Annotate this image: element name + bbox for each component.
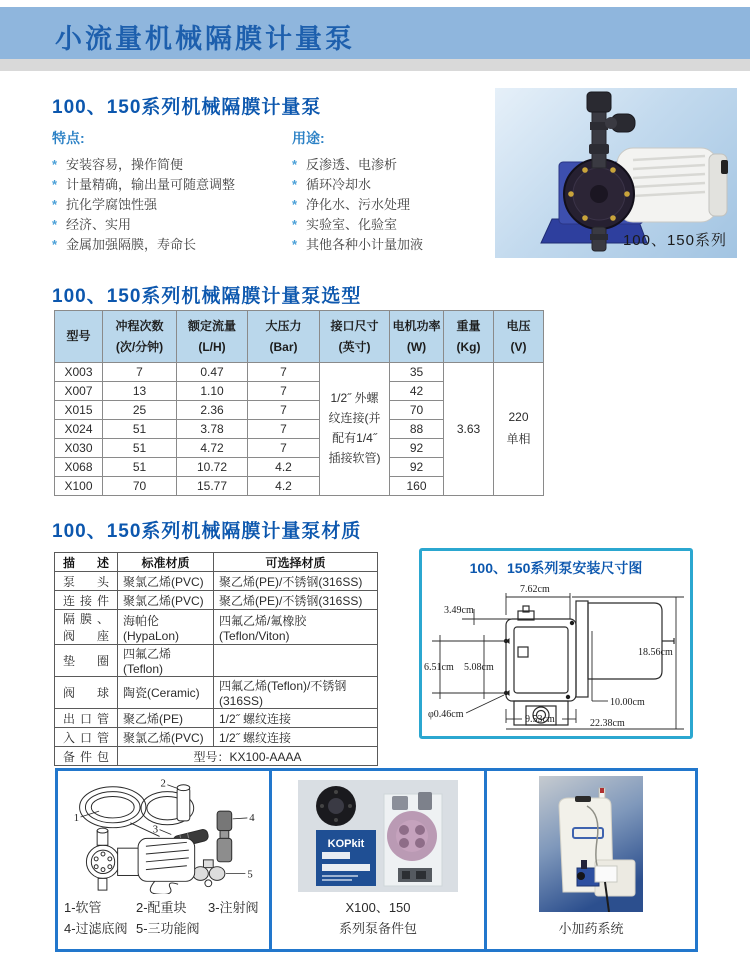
part-number-1: 1 — [73, 811, 80, 824]
dosing-system-photo-icon — [539, 776, 643, 912]
legend-item: 5-三功能阀 — [136, 921, 200, 936]
feature-text: 抗化学腐蚀性强 — [66, 197, 158, 212]
weight-cell: 3.63 — [444, 363, 494, 496]
table-row: 连接件 聚氯乙烯(PVC) 聚乙烯(PE)/不锈钢(316SS) — [55, 591, 378, 610]
col-pressure: 大压力 (Bar) — [248, 311, 320, 363]
spare-kit-model: 型号：KX100-AAAA — [118, 747, 378, 766]
uses-list — [292, 128, 492, 255]
dimensions-panel — [419, 548, 693, 739]
dim-top-offset: 3.49cm — [444, 605, 474, 616]
spare-kit-caption-line2: 系列泵备件包 — [338, 921, 417, 936]
pump-photo-caption: 100、150系列 — [622, 232, 727, 249]
use-text: 其他各种小计量加液 — [306, 237, 424, 252]
dim-overall-height: 18.56cm — [638, 647, 673, 658]
accessories-drawing-icon — [62, 776, 262, 894]
feature-item — [52, 235, 287, 255]
dim-hole-dia: φ0.46cm — [428, 709, 464, 720]
kit-box-label: KOPkit — [327, 838, 365, 850]
table-row: 垫圈 四氟乙烯(Teflon) — [55, 645, 378, 677]
use-item — [292, 175, 492, 195]
features-label: 特点: — [52, 130, 85, 146]
use-text: 实验室、化验室 — [306, 217, 398, 232]
use-text: 净化水、污水处理 — [306, 197, 411, 212]
bullet-icon: * — [52, 157, 58, 172]
legend-row — [64, 918, 208, 937]
spare-kit-panel — [269, 771, 484, 949]
voltage-cell: 220 单相 — [494, 363, 544, 496]
table-row: 入口管 聚氯乙烯(PVC) 1/2˝ 螺纹连接 — [55, 728, 378, 747]
dosing-caption: 小加药系统 — [558, 921, 624, 936]
model-cell: X003 — [55, 363, 103, 382]
legend-item: 2-配重块 — [136, 900, 187, 915]
part-number-5: 5 — [247, 868, 253, 881]
feature-text: 金属加强隔膜，寿命长 — [66, 237, 197, 252]
table-row — [55, 363, 544, 382]
selection-header-row — [55, 311, 544, 363]
bullet-icon: * — [292, 217, 298, 232]
model-cell: X100 — [55, 477, 103, 496]
col-interface: 接口尺寸 (英寸) — [320, 311, 390, 363]
dim-motor-height: 10.00cm — [610, 697, 645, 708]
section-title-materials: 100、150系列机械隔膜计量泵材质 — [52, 521, 362, 542]
dim-left-span: 6.51cm — [424, 662, 454, 673]
banner-divider — [0, 59, 750, 71]
table-row: X007 13 1.10 7 42 — [55, 382, 544, 401]
uses-label: 用途: — [292, 130, 325, 146]
gallery — [55, 768, 698, 952]
col-power: 电机功率 (W) — [390, 311, 444, 363]
dosing-system-panel — [484, 771, 695, 949]
legend-row — [64, 897, 280, 916]
dim-base-width: 9.53cm — [525, 714, 555, 725]
accessories-panel — [58, 771, 269, 949]
bullet-icon: * — [292, 237, 298, 252]
feature-text: 计量精确，输出量可随意调整 — [66, 177, 236, 192]
section-title-selection: 100、150系列机械隔膜计量泵选型 — [52, 286, 362, 307]
table-row: X024 51 3.78 7 88 — [55, 420, 544, 439]
dim-hole-span: 5.08cm — [464, 662, 494, 673]
model-cell: X015 — [55, 401, 103, 420]
feature-text: 安装容易，操作简便 — [66, 157, 184, 172]
power-cell: 35 — [390, 363, 444, 382]
spare-kit-caption-line1: X100、150 — [345, 900, 411, 915]
col-strokes: 冲程次数 (次/分钟) — [103, 311, 177, 363]
selection-table — [54, 310, 544, 496]
table-row: 出口管 聚乙烯(PE) 1/2˝ 螺纹连接 — [55, 709, 378, 728]
col-part: 描述 — [55, 553, 118, 572]
bullet-icon: * — [292, 197, 298, 212]
bullet-icon: * — [292, 177, 298, 192]
table-row: 泵头 聚氯乙烯(PVC) 聚乙烯(PE)/不锈钢(316SS) — [55, 572, 378, 591]
table-row: 阀球 陶瓷(Ceramic) 四氟乙烯(Teflon)/不锈钢(316SS) — [55, 677, 378, 709]
use-item — [292, 215, 492, 235]
legend-item: 3-注射阀 — [208, 900, 259, 915]
dimensions-title: 100、150系列泵安装尺寸图 — [469, 560, 643, 576]
bullet-icon: * — [52, 177, 58, 192]
use-text: 循环冷却水 — [306, 177, 372, 192]
model-cell: X007 — [55, 382, 103, 401]
dim-overall-length: 22.38cm — [590, 718, 625, 729]
legend-item: 4-过滤底阀 — [64, 921, 128, 936]
table-row: X030 51 4.72 7 92 — [55, 439, 544, 458]
model-cell: X068 — [55, 458, 103, 477]
features-list — [52, 128, 287, 255]
page-title: 小流量机械隔膜计量泵 — [55, 24, 355, 54]
part-number-3: 3 — [152, 823, 159, 836]
materials-table — [54, 552, 378, 766]
feature-item — [52, 155, 287, 175]
feature-item — [52, 195, 287, 215]
bullet-icon: * — [52, 217, 58, 232]
model-cell: X030 — [55, 439, 103, 458]
use-text: 反渗透、电渗析 — [306, 157, 398, 172]
table-row: X100 70 15.77 4.2 160 — [55, 477, 544, 496]
col-model: 型号 — [55, 311, 103, 363]
table-row: X068 51 10.72 4.2 92 — [55, 458, 544, 477]
page-banner — [0, 7, 750, 59]
section-title-overview: 100、150系列机械隔膜计量泵 — [52, 97, 322, 118]
flow-cell: 0.47 — [177, 363, 248, 382]
bullet-icon: * — [52, 197, 58, 212]
feature-item — [52, 215, 287, 235]
strokes-cell: 7 — [103, 363, 177, 382]
table-row: 隔膜、阀座 海帕伦(HypaLon) 四氟乙烯/氟橡胶(Teflon/Viton) — [55, 610, 378, 645]
col-optional: 可选择材质 — [214, 553, 378, 572]
materials-header-row — [55, 553, 378, 572]
col-standard: 标准材质 — [118, 553, 214, 572]
spare-kit-photo-icon — [298, 780, 458, 892]
table-row: X015 25 2.36 7 70 — [55, 401, 544, 420]
pump-photo — [495, 88, 737, 258]
part-number-4: 4 — [249, 811, 255, 824]
bullet-icon: * — [52, 237, 58, 252]
interface-cell: 1/2˝ 外螺纹连接(并配有1/4˝ 插接软管) — [320, 363, 390, 496]
use-item — [292, 155, 492, 175]
dimensions-diagram — [422, 575, 690, 737]
pressure-cell: 7 — [248, 363, 320, 382]
use-item — [292, 235, 492, 255]
table-row: 备件包 型号：KX100-AAAA — [55, 747, 378, 766]
col-flow: 额定流量 (L/H) — [177, 311, 248, 363]
feature-item — [52, 175, 287, 195]
col-weight: 重量 (Kg) — [444, 311, 494, 363]
legend-item: 1-软管 — [64, 900, 102, 915]
model-cell: X024 — [55, 420, 103, 439]
dim-top-width: 7.62cm — [520, 584, 550, 595]
col-voltage: 电压 (V) — [494, 311, 544, 363]
bullet-icon: * — [292, 157, 298, 172]
part-number-2: 2 — [160, 777, 166, 790]
feature-text: 经济、实用 — [66, 217, 132, 232]
use-item — [292, 195, 492, 215]
